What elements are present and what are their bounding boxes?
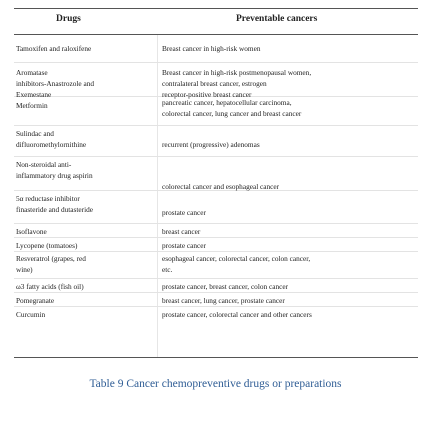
cancer-cell	[162, 67, 418, 101]
cancer-cell-line: breast cancer, lung cancer, prostate cancer	[162, 296, 285, 305]
cancer-cell	[162, 240, 418, 251]
drug-cell-line: wine)	[16, 265, 33, 275]
cancer-cell-line: contralateral breast cancer, estrogen	[162, 79, 267, 89]
drug-cell	[16, 128, 154, 150]
row-divider	[14, 278, 418, 279]
drug-cell-line: Aromatase	[16, 68, 48, 77]
cancer-cell-line: esophageal cancer, colorectal cancer, colon cancer,	[162, 254, 311, 263]
drug-cell-line: Curcumin	[16, 310, 46, 319]
cancer-cell-line: breast cancer	[162, 227, 201, 236]
drug-cell-line: Tamoxifen and raloxifene	[16, 44, 92, 53]
drug-cell	[16, 226, 154, 237]
cancer-cell-line: colorectal cancer and esophageal cancer	[162, 182, 280, 191]
drug-cell	[16, 67, 154, 101]
drug-cell	[16, 100, 154, 111]
cancer-cell-line: prostate cancer, colorectal cancer and other cancers	[162, 310, 312, 319]
drug-cell-line: Non-steroidal anti-	[16, 160, 72, 169]
cancer-cell	[162, 281, 418, 292]
header-drugs: Drugs	[56, 14, 81, 24]
drug-cell-line: Lycopene (tomatoes)	[16, 241, 78, 250]
drug-cell	[16, 193, 154, 215]
cancer-cell	[162, 97, 418, 119]
drug-cell	[16, 159, 154, 181]
row-divider	[14, 223, 418, 224]
drug-cell-line: Pomegranate	[16, 296, 55, 305]
cancer-cell-line: receptor-positive breast cancer	[162, 90, 252, 100]
drug-cell-line: 5α reductase inhibitor	[16, 194, 80, 203]
drug-cell-line: inflammatory drug aspirin	[16, 171, 93, 181]
cancer-cell	[162, 295, 418, 306]
drug-cell-line: Metformin	[16, 101, 48, 110]
cancer-cell-line: prostate cancer	[162, 208, 206, 217]
cancer-cell-line: recurrent (progressive) adenomas	[162, 140, 260, 149]
cancer-cell-line: pancreatic cancer, hepatocellular carcinoma,	[162, 98, 292, 107]
table-bottom-rule	[14, 357, 418, 358]
row-divider	[14, 62, 418, 63]
drug-cell-line: ω3 fatty acids (fish oil)	[16, 282, 84, 291]
cancer-cell	[162, 253, 418, 275]
drug-cell	[16, 43, 154, 54]
cancer-cell	[162, 43, 418, 54]
drug-cell	[16, 295, 154, 306]
cancer-cell	[162, 226, 418, 237]
row-divider	[14, 156, 418, 157]
table-top-rule	[14, 8, 418, 9]
drug-cell-line: Resveratrol (grapes, red	[16, 254, 86, 263]
drug-cell-line: Isoflavone	[16, 227, 47, 236]
table-caption: Table 9 Cancer chemopreventive drugs or preparations	[89, 378, 342, 390]
column-separator	[157, 35, 158, 357]
cancer-cell	[162, 309, 418, 320]
drug-cell	[16, 253, 154, 275]
drug-cell-line: Sulindac and	[16, 129, 54, 138]
table-header-rule	[14, 34, 418, 35]
row-divider	[14, 125, 418, 126]
drug-cell	[16, 240, 154, 251]
cancer-cell-line: prostate cancer	[162, 241, 206, 250]
drug-cell-line: finasteride and dutasteride	[16, 205, 93, 215]
cancer-cell-line: Breast cancer in high-risk women	[162, 44, 261, 53]
header-preventable-cancers: Preventable cancers	[236, 14, 318, 24]
cancer-cell-line: colorectal cancer, lung cancer and breast cancer	[162, 109, 302, 119]
drug-cell	[16, 309, 154, 320]
cancer-cell-line: prostate cancer, breast cancer, colon cancer	[162, 282, 289, 291]
drug-cell	[16, 281, 154, 292]
cancer-cell	[162, 181, 418, 192]
cancer-cell-line: etc.	[162, 265, 173, 275]
drug-cell-line: Exemestane	[16, 90, 52, 100]
cancer-cell-line: Breast cancer in high-risk postmenopausal women,	[162, 68, 312, 77]
drug-cell-line: difluoromethylornithine	[16, 140, 87, 150]
cancer-cell	[162, 207, 418, 218]
drug-cell-line: inhibitors-Anastrozole and	[16, 79, 95, 89]
cancer-cell	[162, 139, 418, 150]
